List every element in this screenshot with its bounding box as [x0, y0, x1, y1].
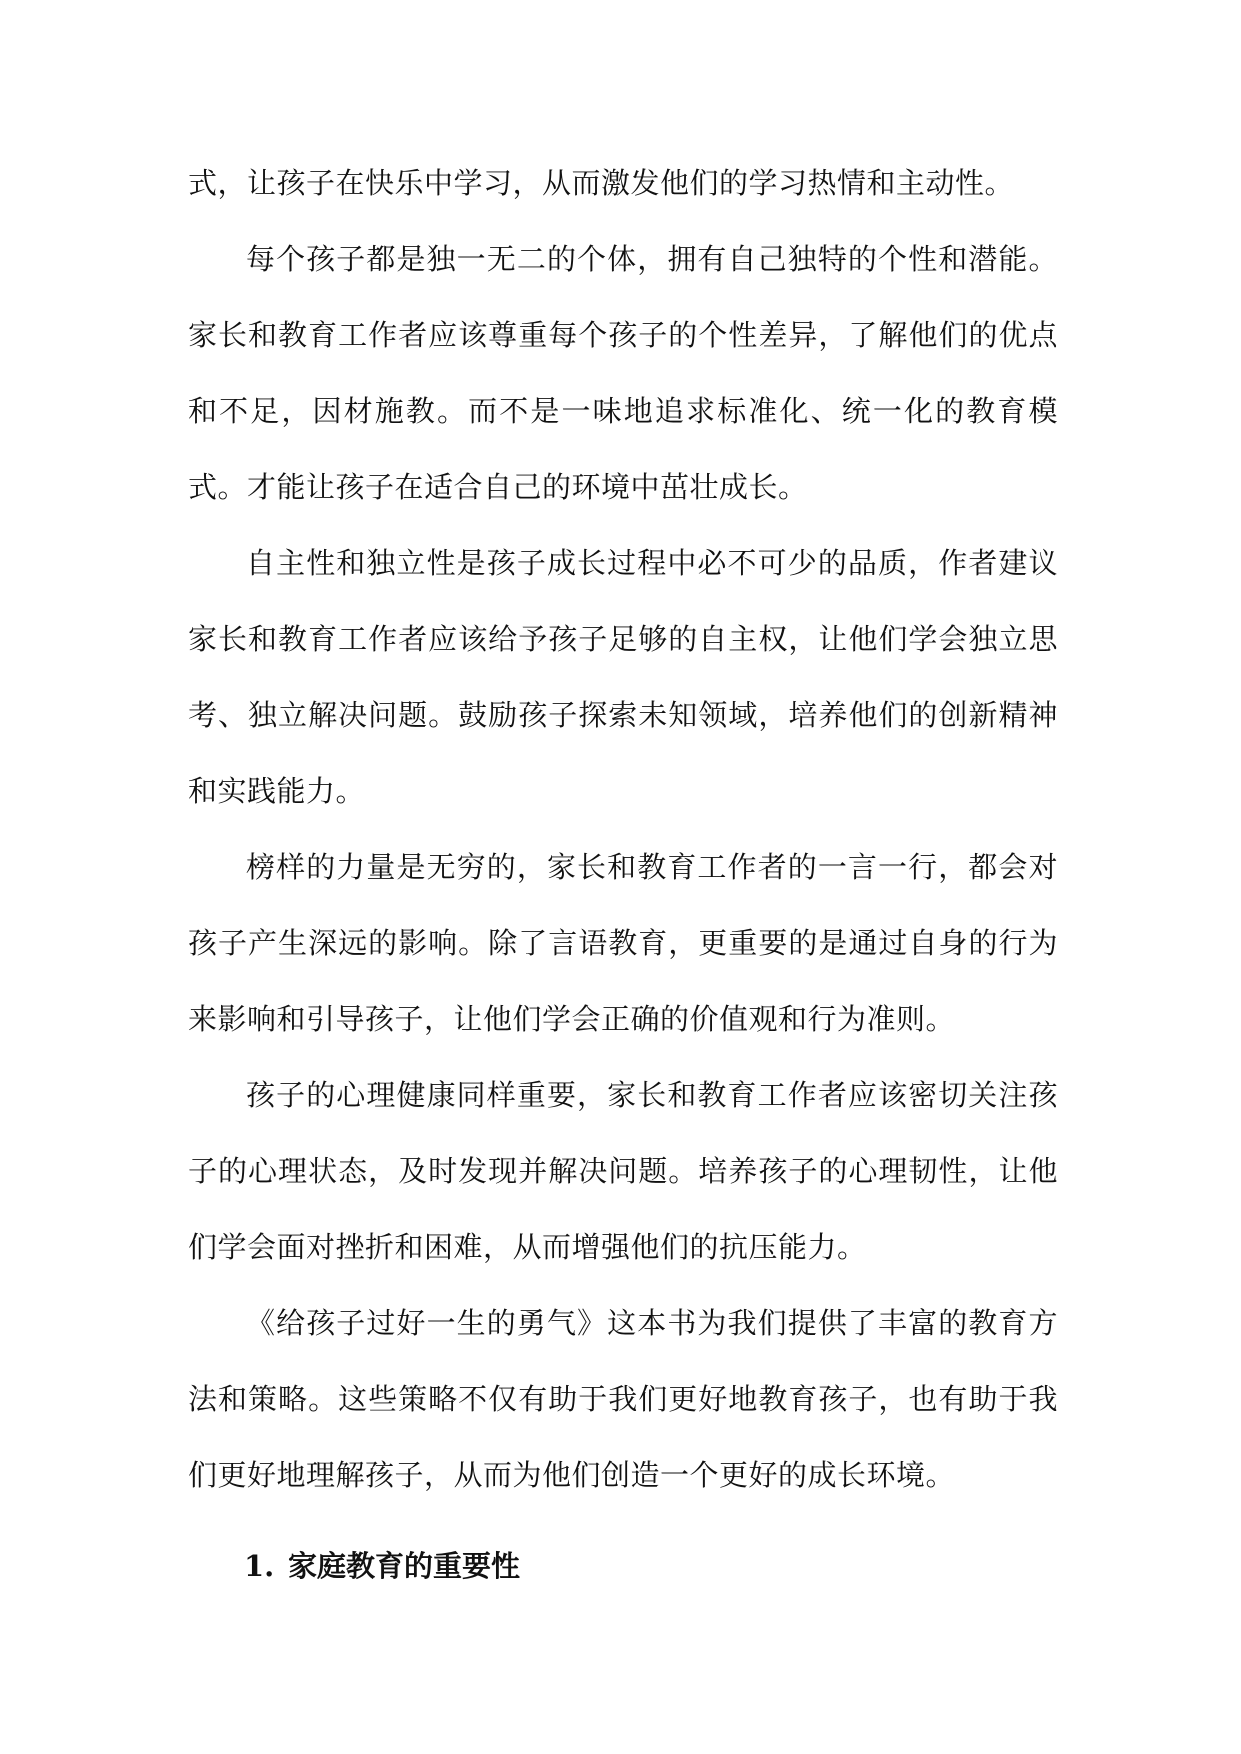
section-number: 1. [244, 1549, 275, 1583]
paragraph-individuality: 每个孩子都是独一无二的个体，拥有自己独特的个性和潜能。家长和教育工作者应该尊重每个孩子的个性差异，了解他们的优点和不足，因材施教。而不是一味地追求标准化、统一化的教育模式。才能让孩子在适合自己的环境中茁壮成长。 [188, 242, 1058, 504]
paragraph-book-summary: 《给孩子过好一生的勇气》这本书为我们提供了丰富的教育方法和策略。这些策略不仅有助于我们更好地教育孩子，也有助于我们更好地理解孩子，从而为他们创造一个更好的成长环境。 [188, 1306, 1058, 1492]
paragraph-independence: 自主性和独立性是孩子成长过程中必不可少的品质，作者建议家长和教育工作者应该给予孩子足够的自主权，让他们学会独立思考、独立解决问题。鼓励孩子探索未知领域，培养他们的创新精神和实践能力。 [188, 546, 1058, 808]
paragraph-role-model: 榜样的力量是无穷的，家长和教育工作者的一言一行，都会对孩子产生深远的影响。除了言语教育，更重要的是通过自身的行为来影响和引导孩子，让他们学会正确的价值观和行为准则。 [188, 850, 1058, 1036]
section-title: 家庭教育的重要性 [288, 1549, 521, 1583]
paragraph-continuation: 式，让孩子在快乐中学习，从而激发他们的学习热情和主动性。 [188, 166, 1015, 200]
section-heading [244, 1546, 520, 1586]
paragraph-mental-health: 孩子的心理健康同样重要，家长和教育工作者应该密切关注孩子的心理状态，及时发现并解决问题。培养孩子的心理韧性，让他们学会面对挫折和困难，从而增强他们的抗压能力。 [188, 1078, 1058, 1264]
body-text [188, 145, 1058, 1513]
